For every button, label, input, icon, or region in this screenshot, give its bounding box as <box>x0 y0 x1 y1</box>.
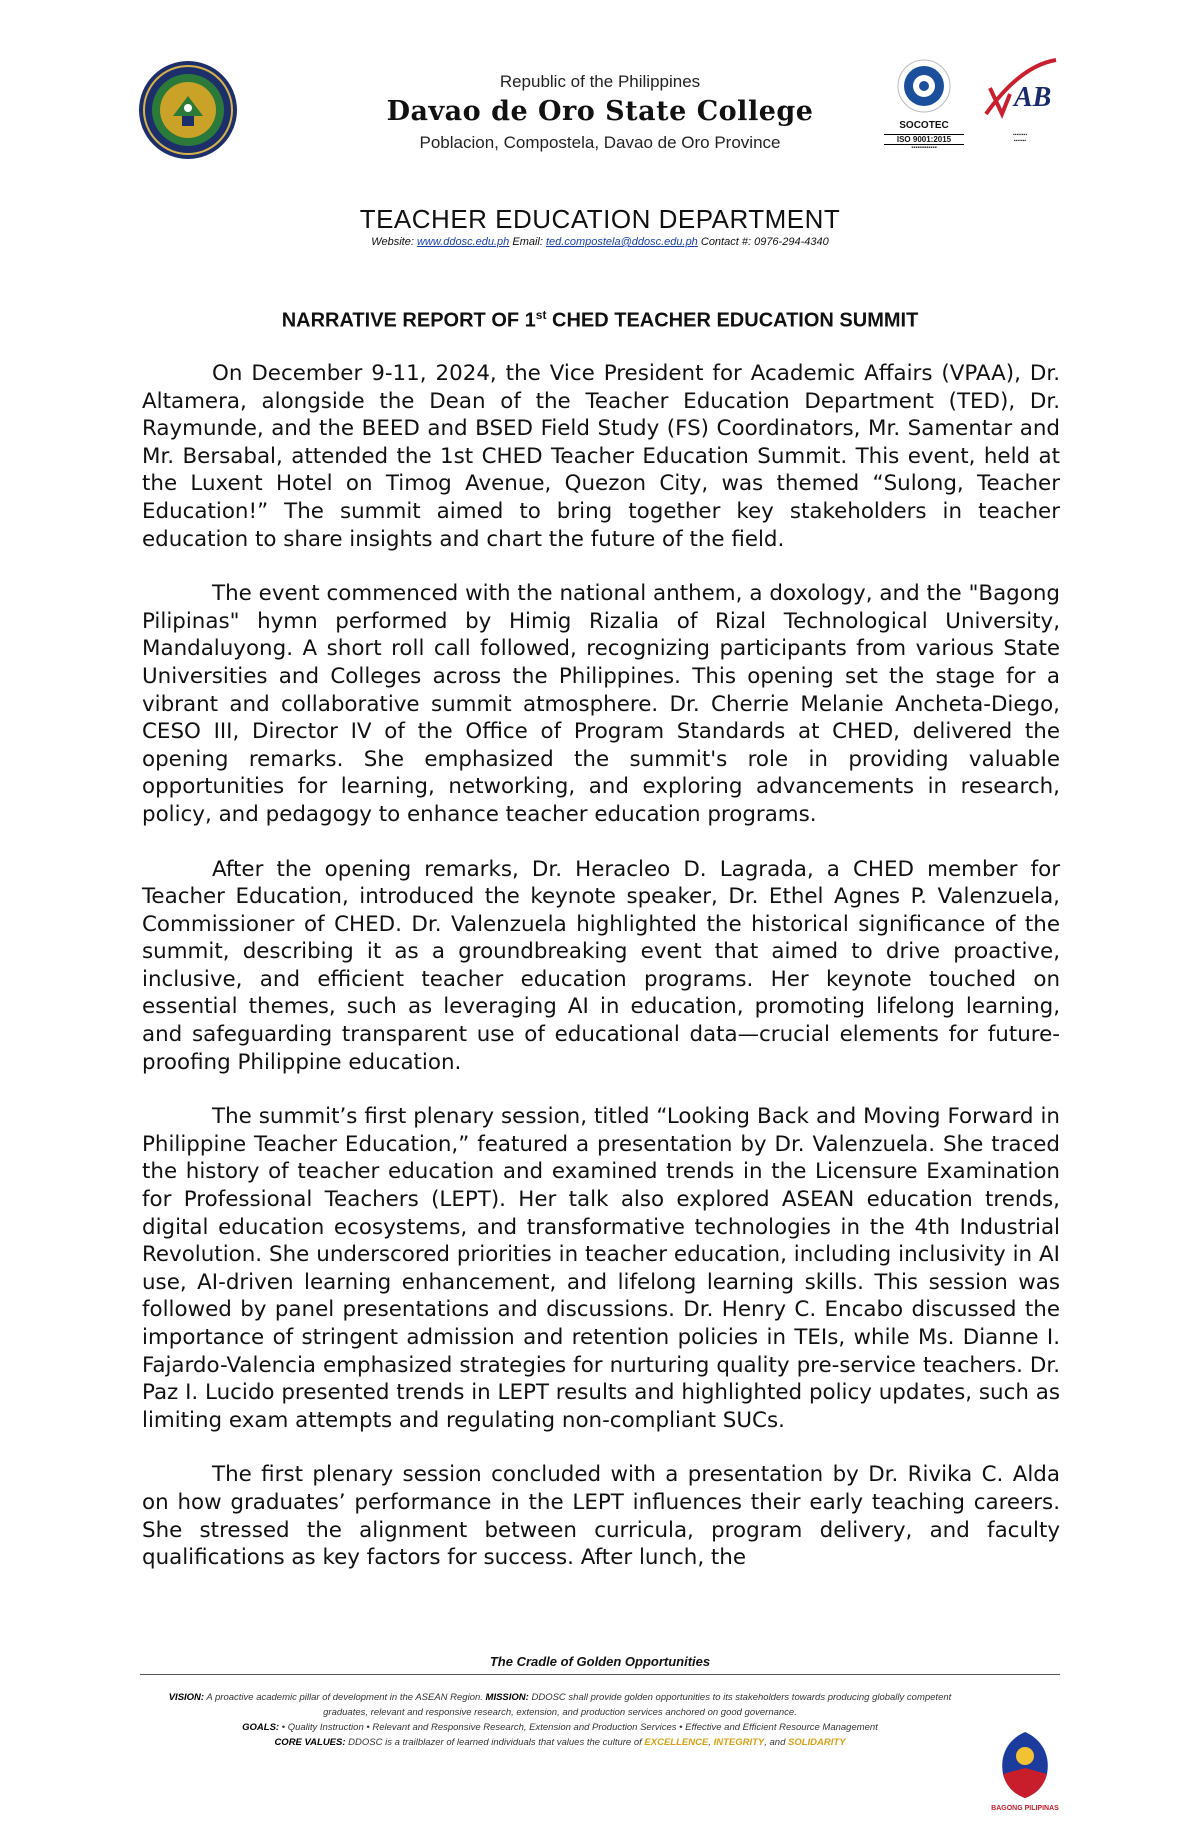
iso-standard: ISO 9001:2015 <box>884 134 964 145</box>
mission-text: DDOSC shall provide golden opportunities to its stakeholders towards producing globally competent graduates, relevant and responsive research, extension, and production services anchored on good governance. <box>323 1692 952 1718</box>
uab-accreditation-logo <box>980 56 1060 156</box>
paragraph: The event commenced with the national anthem, a doxology, and the "Bagong Pilipinas" hymn performed by Himig Rizalia of Rizal Technological University, Mandaluyong. A short roll call followed, recognizing participants from various State Universities and Colleges across the Philippines. This opening set the stage for a vibrant and collaborative summit atmosphere. Dr. Cherrie Melanie Ancheta-Diego, CESO III, Director IV of the Office of Program Standards at CHED, delivered the opening remarks. She emphasized the summit's role in providing valuable opportunities for learning, networking, and exploring advancements in research, policy, and pedagogy to enhance teacher education programs. <box>142 581 1060 827</box>
report-title-prefix: NARRATIVE REPORT OF 1 <box>281 309 536 332</box>
republic-label: Republic of the Philippines <box>499 72 701 91</box>
department-title: TEACHER EDUCATION DEPARTMENT <box>359 204 841 234</box>
paragraph: The summit’s first plenary session, titled “Looking Back and Moving Forward in Philippine Teacher Education,” featured a presentation by Dr. Valenzuela. She traced the history of teacher education and examined trends in the Licensure Examination for Professional Teachers (LEPT). Her talk also explored ASEAN education trends, digital education ecosystems, and transformative technologies in the 4th Industrial Revolution. She underscored priorities in teacher education, including inclusivity in AI use, AI-driven learning enhancement, and lifelong learning skills. This session was followed by panel presentations and discussions. Dr. Henry C. Encabo discussed the importance of stringent admission and retention policies in TEIs, while Ms. Dianne I. Fajardo-Valencia emphasized strategies for nurturing quality pre-service teachers. Dr. Paz I. Lucido presented trends in LEPT results and highlighted policy updates, such as limiting exam attempts and regulating non-compliant SUCs. <box>142 1104 1060 1433</box>
email-link[interactable]: ted.compostela@ddosc.edu.ph <box>545 236 698 248</box>
college-name: Davao de Oro State College <box>386 96 814 127</box>
footer-divider <box>140 1674 1060 1675</box>
website-label: Website: <box>371 236 414 248</box>
contact-label: Contact #: <box>700 236 752 248</box>
iso-standard-subtext: ▪▪▪▪▪▪▪▪▪▪▪▪ <box>911 145 937 151</box>
goals-text: • Quality Instruction • Relevant and Responsive Research, Extension and Production Services • Effective and Efficient Resource Management <box>279 1722 878 1733</box>
report-title-suffix: CHED TEACHER EDUCATION SUMMIT <box>546 309 919 332</box>
email-label: Email: <box>512 236 543 248</box>
mission-label: MISSION: <box>485 1692 529 1703</box>
core-value-solidarity: SOLIDARITY <box>788 1737 846 1748</box>
core-value-integrity: INTEGRITY <box>713 1737 765 1748</box>
socotec-name: SOCOTEC <box>899 120 949 131</box>
vision-text: A proactive academic pillar of development in the ASEAN Region. <box>204 1692 486 1703</box>
vision-label: VISION: <box>168 1692 205 1703</box>
footer-tagline: The Cradle of Golden Opportunities <box>489 1654 711 1669</box>
core-values-label: CORE VALUES: <box>274 1737 346 1748</box>
website-link[interactable]: www.ddosc.edu.ph <box>416 236 510 248</box>
contact-line <box>0 236 1200 248</box>
bagong-pilipinas-label: BAGONG PILIPINAS <box>991 1805 1059 1812</box>
report-title <box>0 308 1200 333</box>
uab-mark-text: AB <box>1014 82 1052 113</box>
bagong-pilipinas-logo <box>990 1728 1060 1818</box>
paragraph: On December 9-11, 2024, the Vice President for Academic Affairs (VPAA), Dr. Altamera, alongside the Dean of the Teacher Education Department (TED), Dr. Raymunde, and the BEED and BSED Field Study (FS) Coordinators, Mr. Samentar and Mr. Bersabal, attended the 1st CHED Teacher Education Summit. This event, held at the Luxent Hotel on Timog Avenue, Quezon City, was themed “Sulong, Teacher Education!” The summit aimed to bring together key stakeholders in teacher education to share insights and chart the future of the field. <box>142 361 1060 552</box>
report-body <box>142 360 1060 1599</box>
core-values-text: DDOSC is a trailblazer of learned individuals that values the culture of <box>345 1737 645 1748</box>
footer-statements: VISION: A proactive academic pillar of development in the ASEAN Region. MISSION: DDOSC shall provide golden opportunities to its stakeholders towards producing globally competent graduates, relevant and responsive research, extension, and production services anchored on good governance. GOALS: • Quality Instruction • Relevant and Responsive Research, Extension and Production Services • Effective and Efficient Resource Management CORE VALUES: DDOSC is a trailblazer of learned individuals that values the culture of EXCELLENCE, INTEGRITY, and SOLIDARITY <box>168 1692 952 1748</box>
college-seal-logo <box>138 60 238 160</box>
paragraph: After the opening remarks, Dr. Heracleo D. Lagrada, a CHED member for Teacher Education, introduced the keynote speaker, Dr. Ethel Agnes P. Valenzuela, Commissioner of CHED. Dr. Valenzuela highlighted the historical significance of the summit, describing it as a groundbreaking event that aimed to drive proactive, inclusive, and efficient teacher education programs. Her keynote touched on essential themes, such as leveraging AI in education, promoting lifelong learning, and safeguarding transparent use of educational data—crucial elements for future-proofing Philippine education. <box>142 856 1060 1075</box>
paragraph: The first plenary session concluded with a presentation by Dr. Rivika C. Alda on how graduates’ performance in the LEPT influences their early teaching careers. She stressed the alignment between curricula, program delivery, and faculty qualifications as key factors for success. After lunch, the <box>142 1462 1060 1571</box>
socotec-certification-logo <box>884 58 964 158</box>
letterhead <box>350 72 850 153</box>
goals-label: GOALS: <box>242 1722 280 1733</box>
core-value-excellence: EXCELLENCE <box>644 1737 709 1748</box>
report-title-superscript: st <box>535 308 547 322</box>
college-address: Poblacion, Compostela, Davao de Oro Province <box>419 133 781 152</box>
uab-tagline: ▪▪▪▪▪▪▪▪ ▪▪▪▪▪▪▪ <box>1012 132 1028 144</box>
core-values-and: , and <box>764 1737 789 1748</box>
contact-phone: 0976-294-4340 <box>754 236 829 248</box>
